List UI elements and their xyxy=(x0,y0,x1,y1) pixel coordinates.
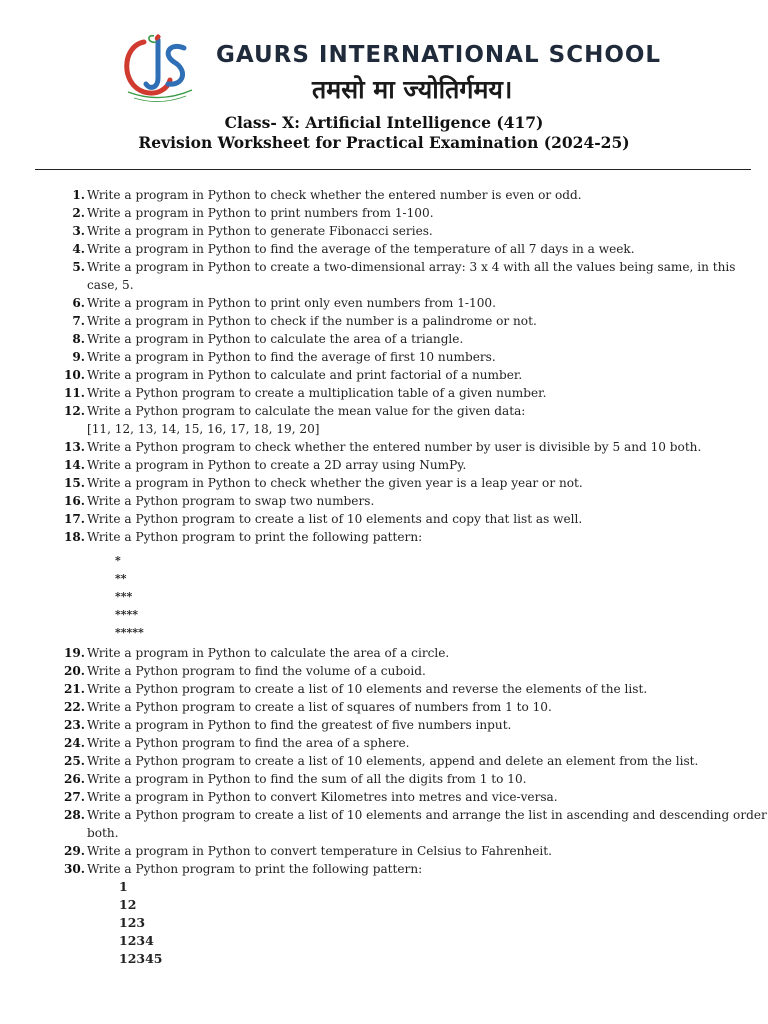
pattern-line: ** xyxy=(115,572,127,585)
item-number: 13. xyxy=(63,440,85,454)
item-number: 25. xyxy=(63,754,85,768)
list-item xyxy=(55,680,755,698)
item-text: Write a program in Python to generate Fibonacci series. xyxy=(87,224,433,238)
item-text: Write a Python program to check whether the entered number by user is divisible by 5 and 10 both. xyxy=(87,440,702,454)
list-item xyxy=(55,770,755,788)
item-text: Write a program in Python to find the average of first 10 numbers. xyxy=(87,350,496,364)
question-list xyxy=(55,186,767,968)
school-name: GAURS INTERNATIONAL SCHOOL xyxy=(216,42,662,68)
item-number: 2. xyxy=(72,206,85,220)
item-number: 16. xyxy=(63,494,85,508)
item-text: Write a program in Python to calculate the area of a triangle. xyxy=(87,332,464,346)
pattern-line: *** xyxy=(115,590,133,603)
item-number: 5. xyxy=(72,260,85,274)
item-text: Write a program in Python to find the sum of all the digits from 1 to 10. xyxy=(87,772,527,786)
item-text: Write a Python program to create a list of 10 elements and arrange the list in ascending and descending order xyxy=(87,808,767,822)
pattern-line: * xyxy=(115,554,121,567)
pattern-line: ***** xyxy=(115,626,144,639)
item-text: Write a Python program to print the following pattern: xyxy=(87,530,423,544)
item-text: Write a program in Python to convert temperature in Celsius to Fahrenheit. xyxy=(87,844,552,858)
pattern-line: 1234 xyxy=(119,933,154,948)
list-item xyxy=(55,204,755,222)
item-text: Write a Python program to create a list of squares of numbers from 1 to 10. xyxy=(87,700,552,714)
item-text: Write a program in Python to convert Kilometres into metres and vice-versa. xyxy=(87,790,558,804)
list-item xyxy=(55,492,755,510)
item-text-continued: case, 5. xyxy=(87,278,134,292)
item-text: Write a program in Python to check if the number is a palindrome or not. xyxy=(87,314,537,328)
item-text: Write a program in Python to check whether the given year is a leap year or not. xyxy=(87,476,583,490)
list-item xyxy=(55,734,755,752)
list-item xyxy=(55,222,755,240)
item-number: 18. xyxy=(63,530,85,544)
item-text: Write a program in Python to find the greatest of five numbers input. xyxy=(87,718,512,732)
list-item xyxy=(55,366,755,384)
school-motto: तमसो मा ज्योतिर्गमय। xyxy=(312,75,513,104)
item-text: Write a program in Python to find the average of the temperature of all 7 days in a week. xyxy=(87,242,635,256)
item-text: Write a Python program to find the area of a sphere. xyxy=(87,736,410,750)
list-item xyxy=(55,474,755,492)
star-pattern xyxy=(87,546,755,644)
item-text: Write a program in Python to calculate and print factorial of a number. xyxy=(87,368,523,382)
list-item xyxy=(55,384,755,402)
item-number: 9. xyxy=(72,350,85,364)
item-number: 4. xyxy=(72,242,85,256)
item-text: Write a Python program to create a list of 10 elements, append and delete an element from the list. xyxy=(87,754,699,768)
number-pattern xyxy=(87,878,755,968)
item-number: 10. xyxy=(63,368,85,382)
page-header xyxy=(0,0,768,110)
item-number: 22. xyxy=(63,700,85,714)
item-number: 23. xyxy=(63,718,85,732)
item-text: Write a Python program to print the following pattern: xyxy=(87,862,423,876)
school-logo-icon xyxy=(118,32,202,104)
item-text: Write a program in Python to print numbers from 1-100. xyxy=(87,206,434,220)
item-number: 15. xyxy=(63,476,85,490)
list-item xyxy=(55,662,755,680)
item-text: Write a Python program to swap two numbers. xyxy=(87,494,375,508)
list-item xyxy=(55,402,755,438)
item-number: 8. xyxy=(72,332,85,346)
list-item xyxy=(55,842,755,860)
list-item xyxy=(55,312,755,330)
item-number: 27. xyxy=(63,790,85,804)
item-number: 29. xyxy=(63,844,85,858)
list-item xyxy=(55,348,755,366)
header-divider xyxy=(35,169,751,170)
list-item xyxy=(55,510,755,528)
class-title: Class- X: Artificial Intelligence (417) xyxy=(224,113,544,132)
list-item xyxy=(55,806,767,842)
list-item xyxy=(55,186,755,204)
list-item xyxy=(55,294,755,312)
item-number: 14. xyxy=(63,458,85,472)
worksheet-titles xyxy=(0,113,768,153)
list-item xyxy=(55,698,755,716)
item-text-continued: both. xyxy=(87,826,119,840)
item-number: 21. xyxy=(63,682,85,696)
list-item xyxy=(55,788,755,806)
item-text: Write a Python program to create a list of 10 elements and reverse the elements of the list. xyxy=(87,682,648,696)
item-number: 30. xyxy=(63,862,85,876)
item-number: 7. xyxy=(72,314,85,328)
list-item xyxy=(55,644,755,662)
list-item xyxy=(55,438,755,456)
item-number: 19. xyxy=(63,646,85,660)
item-text: Write a Python program to calculate the mean value for the given data: xyxy=(87,404,526,418)
list-item xyxy=(55,528,755,644)
pattern-line: **** xyxy=(115,608,139,621)
item-number: 17. xyxy=(63,512,85,526)
list-item xyxy=(55,752,755,770)
item-number: 24. xyxy=(63,736,85,750)
list-item xyxy=(55,258,755,294)
item-number: 3. xyxy=(72,224,85,238)
item-text: Write a program in Python to create a 2D array using NumPy. xyxy=(87,458,467,472)
pattern-line: 12345 xyxy=(119,951,163,966)
item-text: Write a Python program to create a list of 10 elements and copy that list as well. xyxy=(87,512,583,526)
item-number: 20. xyxy=(63,664,85,678)
pattern-line: 1 xyxy=(119,879,128,894)
list-item xyxy=(55,240,755,258)
item-number: 1. xyxy=(72,188,85,202)
worksheet-title: Revision Worksheet for Practical Examination (2024-25) xyxy=(138,133,630,152)
item-number: 6. xyxy=(72,296,85,310)
item-text: Write a Python program to find the volume of a cuboid. xyxy=(87,664,426,678)
item-text: Write a program in Python to calculate the area of a circle. xyxy=(87,646,450,660)
list-item xyxy=(55,456,755,474)
item-text-continued: [11, 12, 13, 14, 15, 16, 17, 18, 19, 20] xyxy=(87,422,320,436)
pattern-line: 12 xyxy=(119,897,137,912)
pattern-line: 123 xyxy=(119,915,146,930)
item-text: Write a program in Python to create a two-dimensional array: 3 x 4 with all the values being same, in this xyxy=(87,260,736,274)
item-text: Write a program in Python to check whether the entered number is even or odd. xyxy=(87,188,582,202)
item-number: 26. xyxy=(63,772,85,786)
item-number: 28. xyxy=(63,808,85,822)
list-item xyxy=(55,860,755,968)
list-item xyxy=(55,716,755,734)
item-text: Write a Python program to create a multiplication table of a given number. xyxy=(87,386,547,400)
item-number: 11. xyxy=(63,386,85,400)
item-text: Write a program in Python to print only even numbers from 1-100. xyxy=(87,296,496,310)
list-item xyxy=(55,330,755,348)
item-number: 12. xyxy=(63,404,85,418)
